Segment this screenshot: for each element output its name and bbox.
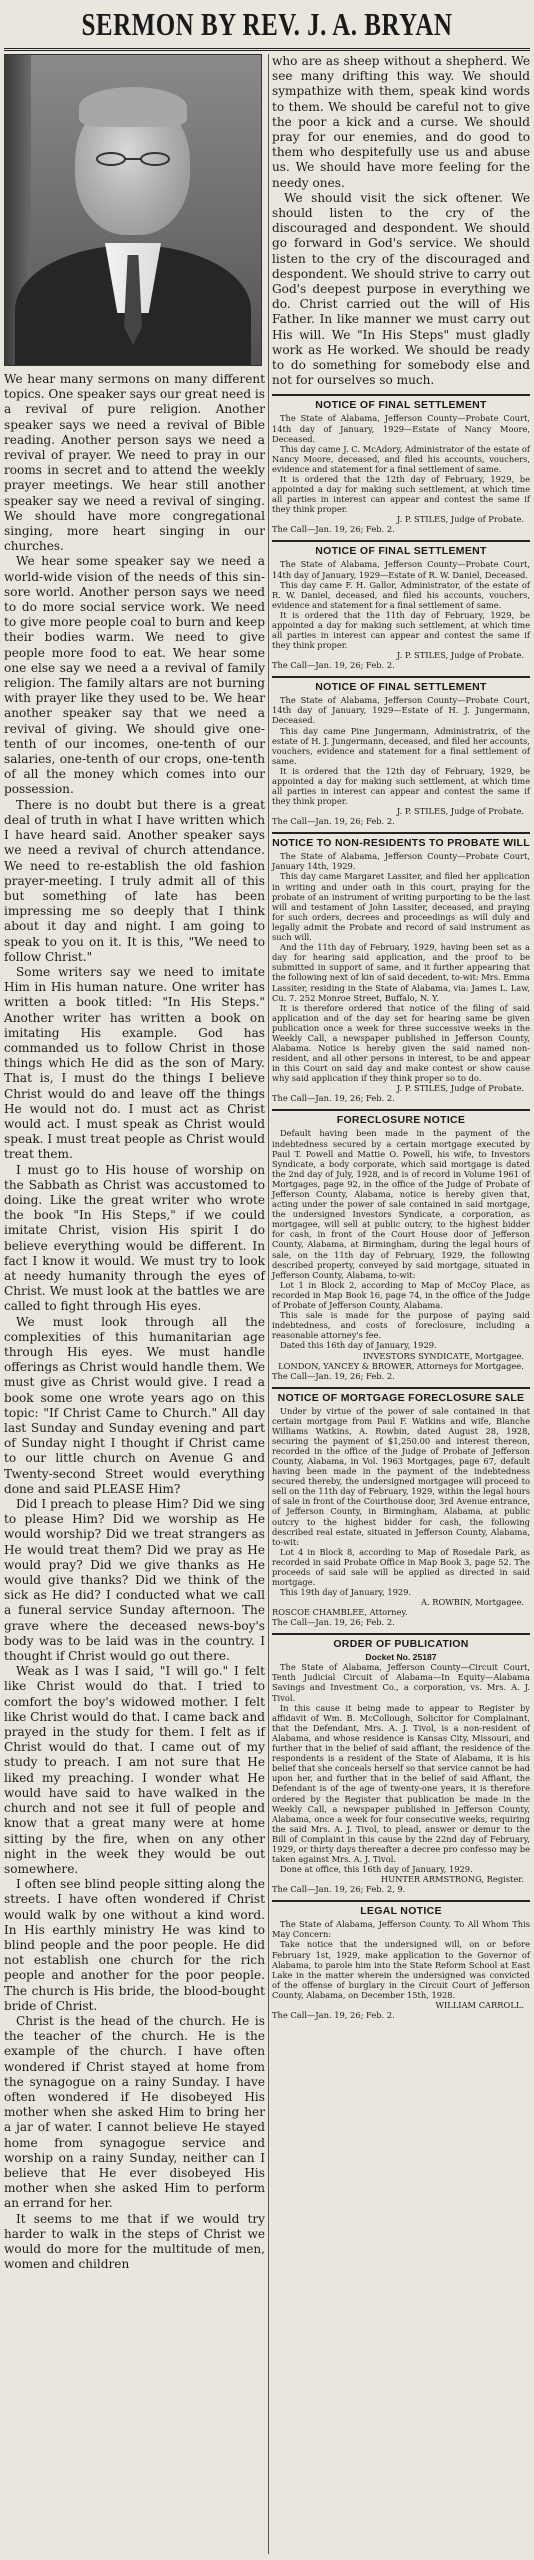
notice-title: NOTICE TO NON-RESIDENTS TO PROBATE WILL <box>272 837 530 850</box>
notice-title: FORECLOSURE NOTICE <box>336 1114 466 1127</box>
notice-title: NOTICE OF MORTGAGE FORECLOSURE SALE <box>277 1391 525 1404</box>
sermon-paragraph: Did I preach to please Him? Did we sing to please Him? Did we worship as He would worship? Did we treat strangers as He would treat them? Did we pray as He would pray? Did we give thanks as He would give thanks? Did we think of the sick as He did? I conducted what we call a funeral service Sunday afternoon. The grave where the deceased news-boy's body was to be laid was in the country. I thought if Christ would go out there. <box>4 1497 265 1664</box>
notice-text: It is therefore ordered that notice of the filing of said application and of the day set for hearing same be given publication once a week for three successive weeks in the Weekly Call, a newspaper published in Jefferson County, Alabama. Notice is hereby given the said named non-resident, and all other persons in interest, to be and appear in this Court on said day and make contest or show cause why said application if they think proper so to do. <box>272 1002 530 1084</box>
headline-banner <box>4 4 530 51</box>
legal-notice <box>272 832 530 1103</box>
notice-title: ORDER OF PUBLICATION <box>333 1638 469 1651</box>
notice-text: This day came F. H. Gallor, Administrator, of the estate of R. W. Daniel, deceased, and filed his accounts, vouchers, evidence and statement for a final settlement of same. <box>272 579 530 610</box>
sermon-paragraph: I must go to His house of worship on the Sabbath as Christ was accustomed to doing. Like the great writer who wrote the book "In His Steps," if we could imitate Christ, vision His spirit I do believe everything would be different. In fact I know it would. We must try to look at needy humanity through the eyes of Christ. We must look at the battles we are called to fight through His eyes. <box>4 1162 265 1314</box>
notice-signature: J. P. STILES, Judge of Probate. <box>396 650 524 661</box>
legal-notice <box>272 1387 530 1628</box>
notice-attorney: ROSCOE CHAMBLEE, Attorney. <box>272 1607 408 1618</box>
legal-notice <box>272 1900 530 2020</box>
notice-text: This day came J. C. McAdory, Administrator of the estate of Nancy Moore, deceased, and filed his accounts, vouchers, evidence and statement for a final settlement of same. <box>272 443 530 474</box>
notice-text: The State of Alabama, Jefferson County—Probate Court, January 14th, 1929. <box>272 851 530 872</box>
sermon-paragraph: We must look through all the complexities of this humanitarian age through His eyes. We must handle offerings as Christ would handle them. We must give as Christ would give. I read a book some one wrote years ago on this topic: "If Christ Came to Church." All day last Sunday and Sunday evening and part of Sunday night I thought if Christ came to our little church on Avenue G and Twenty-second Street would everything done and said PLEASE Him? <box>4 1314 265 1496</box>
sermon-paragraph: We should visit the sick oftener. We should listen to the cry of the discouraged and despondent. We should go forward in God's service. We should listen to the cry of the discouraged and despondent. We should strive to carry out God's deepest purpose in everything we do. Christ carried out the will of His Father. In like manner we must carry out His will. We "In His Steps" must gladly work as He worked. We should be ready to do something for somebody else and not for ourselves so much. <box>272 190 530 388</box>
legal-notice <box>272 394 530 534</box>
notice-publication: The Call—Jan. 19, 26; Feb. 2. <box>272 660 395 671</box>
notice-publication: The Call—Jan. 19, 26; Feb. 2. <box>272 524 395 535</box>
notice-title: NOTICE OF FINAL SETTLEMENT <box>315 399 487 412</box>
notice-text: Take notice that the undersigned will, on or before February 1st, 1929, make application to the Governor of Alabama, to parole him into the State Reform School at East Lake in the matter wherein the undersigned was convicted of the offense of burglary in the Circuit Court of Jefferson County, Alabama, on December 15th, 1928. <box>272 1939 530 2000</box>
notice-publication: The Call—Jan. 19, 26; Feb. 2. <box>272 1370 395 1381</box>
notice-text: The State of Alabama, Jefferson County—Circuit Court, Tenth Judicial Circuit of Alabama—In Equity—Alabama Savings and Investment Co., a corporation, vs. Mrs. A. J. Tivol. <box>272 1662 530 1703</box>
notice-title: NOTICE OF FINAL SETTLEMENT <box>315 545 487 558</box>
sermon-paragraph: who are as sheep without a shepherd. We see many drifting this way. We should sympathize with them, speak kind words to them. We should be careful not to give the poor a kick and a curse. We should pray for our enemies, and do good to them who despitefully use us and abuse us. We should have more feeling for the needy ones. <box>272 54 530 190</box>
notice-text: Default having been made in the payment of the indebtedness secured by a certain mortgage executed by Paul T. Powell and Mattie O. Powell, his wife, to Investors Syndicate, a body corporate, which said mortgage is dated the 2nd day of July, 1928, and is of record in Volume 1961 of Mortgages, page 92, in the office of the Judge of Probate of Jefferson County, Alabama, notice is hereby given that, acting under the power of sale contained in said mortgage, the undersigned Investors Syndicate, a corporation, as mortgagee, will sell at public outcry, to the highest bidder for cash, in front of the Court House door of Jefferson County, Alabama, at Birmingham, during the legal hours of sale, on the 11th day of February, 1929, the following described property, conveyed by said mortgage, situated in Jefferson County, Alabama, to-wit: <box>272 1128 530 1280</box>
notice-text: Under by virtue of the power of sale contained in that certain mortgage from Paul F. Watkins and wife, Blanche Williams Watkins, A. Rowbin, dated August 28, 1928, securing the payment of $1,250.00 and interest thereon, recorded in the office of the Judge of Probate of Jefferson County, Alabama, in Vol. 1963 Mortgages, page 67, default having been made in the payment of the indebtedness secured thereby, the undersigned mortgagee will proceed to sell on the 11th day of February, 1929, within the legal hours of sale in front of the Courthouse door, 3rd Avenue entrance, of Jefferson County, in Birmingham, Alabama, at public outcry to the highest bidder for cash, the following described real estate, situated in Jefferson County, Alabama, to-wit: <box>272 1405 530 1547</box>
notice-text: This day came Margaret Lassiter, and filed her application in writing and under oath in this court, praying for the probate of an instrument of writing purporting to be the last will and testament of John Lassiter, deceased, and praying for such orders, decrees and proceedings as will duly and legally admit the Probate and record of said instrument as such will. <box>272 871 530 943</box>
notice-text: It is ordered that the 12th day of February, 1929, be appointed a day for making such settlement, at which time all parties in interest can appear and contest the same if they think proper. <box>272 765 530 807</box>
sermon-paragraph: There is no doubt but there is a great deal of truth in what I have written which I have heard said. Another speaker says we need a revival of church attendance. We need to re-establish the old fashion prayer-meeting. I truly admit all of this but something of late has been impressing me so deeply that I think about it day and night. I am going to speak to you on it. It is this, "We need to follow Christ." <box>4 797 265 964</box>
sermon-paragraph: Weak as I was I said, "I will go." I felt like Christ would do that. I tried to comfort the boy's widowed mother. I felt like Christ would do that. I came back and prayed in the study for them. I felt as if Christ would do that. I came out of my study to preach. I am not sure that He liked my preaching. I wonder what He would have said to have walked in the church and not see it full of people and know that a great many were at home sitting by the fire, when on any other night in the week they would be out somewhere. <box>4 1664 265 1876</box>
notice-signature: INVESTORS SYNDICATE, Mortgagee. <box>362 1350 524 1361</box>
sermon-paragraph: We hear some speaker say we need a world-wide vision of the needs of this sin-sore world. Another person says we need to do more social service work. We need to give more people coal to burn and keep their bodies warm. We need to give people more food to eat. We hear some one else say we need a a revival of family religion. The family altars are not burning with prayer like they used to be. We hear another speaker say that we need a revival of giving. We should give one-tenth of our incomes, one-tenth of our salaries, one-tenth of our crops, one-tenth of all the money which comes into our possession. <box>4 554 265 797</box>
legal-notice <box>272 1109 530 1380</box>
headline-title: SERMON BY REV. J. A. BRYAN <box>81 8 453 43</box>
notice-signature: WILLIAM CARROLL. <box>435 2000 524 2010</box>
sermon-paragraph: I often see blind people sitting along the streets. I have often wondered if Christ would walk by one without a kind word. In His earthly ministry He was kind to blind people and the poor people. He did not establish one church for the rich people and another for the poor people. The church is His bride, the blood-bought bride of Christ. <box>4 1877 265 2013</box>
notice-text: The State of Alabama, Jefferson County—Probate Court, 14th day of January, 1929—Estate of Nancy Moore, Deceased. <box>272 413 530 444</box>
notice-text: This 19th day of January, 1929. <box>280 1587 412 1598</box>
portrait-photo <box>4 54 262 366</box>
notice-signature: J. P. STILES, Judge of Probate. <box>396 514 524 525</box>
notice-text: Lot 1 in Block 2, according to Map of McCoy Place, as recorded in Map Book 16, page 74, in the office of the Judge of Probate of Jefferson County, Alabama. <box>272 1279 530 1311</box>
legal-notice <box>272 1633 530 1894</box>
sermon-paragraph: Christ is the head of the church. He is the teacher of the church. He is the example of the church. I have often wondered if Christ stayed at home from the synagogue on a rainy Sunday. I have often wondered if He disobeyed His mother when she asked Him to bring her a jar of water. I cannot believe He stayed home from synagogue service and worship on a rainy Sunday, neither can I believe that He ever disobeyed His mother when she asked Him to perform an errand for her. <box>4 2013 265 2211</box>
notices-column <box>272 54 530 2020</box>
notice-signature: HUNTER ARMSTRONG, Register. <box>380 1874 524 1885</box>
notice-publication: The Call—Jan. 19, 26; Feb. 2. <box>272 1617 395 1628</box>
sermon-paragraph: It seems to me that if we would try harder to walk in the steps of Christ we would do more for the multitude of men, women and children <box>4 2211 265 2272</box>
notice-signature: A. ROWBIN, Mortgagee. <box>420 1597 524 1608</box>
notice-publication: The Call—Jan. 19, 26; Feb. 2, 9. <box>272 1884 406 1895</box>
column-divider <box>268 54 269 2554</box>
notice-publication: The Call—Jan. 19, 26; Feb. 2. <box>272 816 395 827</box>
notice-text: This sale is made for the purpose of paying said indebtedness, and costs of foreclosure, including a reasonable attorney's fee. <box>272 1310 530 1341</box>
notice-text: Dated this 16th day of January, 1929. <box>280 1340 437 1351</box>
notice-text: It is ordered that the 11th day of February, 1929, be appointed a day for making such settlement, at which time all parties in interest can appear and contest the same if they think proper. <box>272 609 530 651</box>
notice-publication: The Call—Jan. 19, 26; Feb. 2. <box>272 2010 395 2020</box>
notice-signature: J. P. STILES, Judge of Probate. <box>396 1083 524 1094</box>
notice-signature: J. P. STILES, Judge of Probate. <box>396 806 524 817</box>
notice-text: In this cause it being made to appear to Register by affidavit of Wm. B. McCollough, Solicitor for Complainant, that the Defendant, Mrs. A. J. Tivol, is a non-resident of Alabama, and whose residence is Kansas City, Missouri, and further that in the belief of said affiant, the residence of the respondents is a resident of the State of Alabama, it is his belief that she conceals herself so that service cannot be had upon her, and further that in the belief of said Affiant, the Defendant is of the age of twenty-one years, it is therefore ordered by the Register that publication be made in the Weekly Call, a newspaper published in Jefferson County, Alabama, once a week for four consecutive weeks, requiring the said Mrs. A. J. Tivol, to plead, answer or demur to the Bill of Complaint in this cause by the 22nd day of February, 1929, or thirty days thereafter a decree pro confesso may be taken against Mrs. A. J. Tivol. <box>272 1702 530 1865</box>
legal-notice <box>272 540 530 670</box>
notice-text: The State of Alabama, Jefferson County. To All Whom This May Concern: <box>272 1919 530 1940</box>
sermon-paragraph: Some writers say we need to imitate Him in His human nature. One writer has written a book titled: "In His Steps." Another writer has written a book on imitating His example. God has commanded us to follow Christ in those things which He did as the son of Mary. That is, I must do the things I believe Christ would do and leave off the things He would not do. I must act as Christ would act. I must speak as Christ would speak. I must treat people as Christ would treat them. <box>4 964 265 1162</box>
notice-publication: The Call—Jan. 19, 26; Feb. 2. <box>272 1093 395 1104</box>
notice-title: NOTICE OF FINAL SETTLEMENT <box>315 681 487 694</box>
notice-attorneys: LONDON, YANCEY & BROWER, Attorneys for Mortgagee. <box>278 1360 524 1371</box>
notice-text: The State of Alabama, Jefferson County—Probate Court, 14th day of January, 1929—Estate of R. W. Daniel, Deceased. <box>272 559 530 580</box>
notice-text: The State of Alabama, Jefferson County—Probate Court, 14th day of January, 1929—Estate of H. J. Jungermann, Deceased. <box>272 695 530 726</box>
notice-text: This day came Pine Jungermann, Administratrix, of the estate of H. J. Jungermann, deceased, and filed her accounts, vouchers, evidence and statement for a final settlement of same. <box>272 725 530 766</box>
glasses-icon <box>93 151 173 167</box>
sermon-column <box>4 54 265 2272</box>
notice-text: Lot 4 in Block 8, according to Map of Rosedale Park, as recorded in said Probate Office in Map Book 3, page 52. The proceeds of said sale will be applied as directed in said mortgage. <box>272 1546 530 1588</box>
notice-text: Done at office, this 16th day of January, 1929. <box>280 1864 473 1875</box>
sermon-paragraph: We hear many sermons on many different topics. One speaker says our great need is a revival of pure religion. Another speaker says we need a revival of Bible reading. Another person says we need a revival of prayer. We need to pray in our rooms in secret and to attend the weekly prayer meetings. We hear still another speaker say we need a revival of singing. We should have more congregational singing, more heart singing in our churches. <box>4 372 265 554</box>
notice-text: And the 11th day of February, 1929, having been set as a day for hearing said application, and the proof to be submitted in support of same, and it further appearing that the following next of kin of said decedent, to-wit: Mrs. Emma Lassiter, residing in the State of Alabama, via: James L. Law, Cu. 7. 252 Monroe Street, Buffalo, N. Y. <box>272 942 530 1003</box>
notice-title: LEGAL NOTICE <box>360 1905 442 1918</box>
notice-text: It is ordered that the 12th day of February, 1929, be appointed a day for making such settlement, at which time all parties in interest can appear and contest the same if they think proper. <box>272 474 530 515</box>
notice-docket: Docket No. 25187 <box>365 1652 437 1663</box>
legal-notice <box>272 676 530 826</box>
